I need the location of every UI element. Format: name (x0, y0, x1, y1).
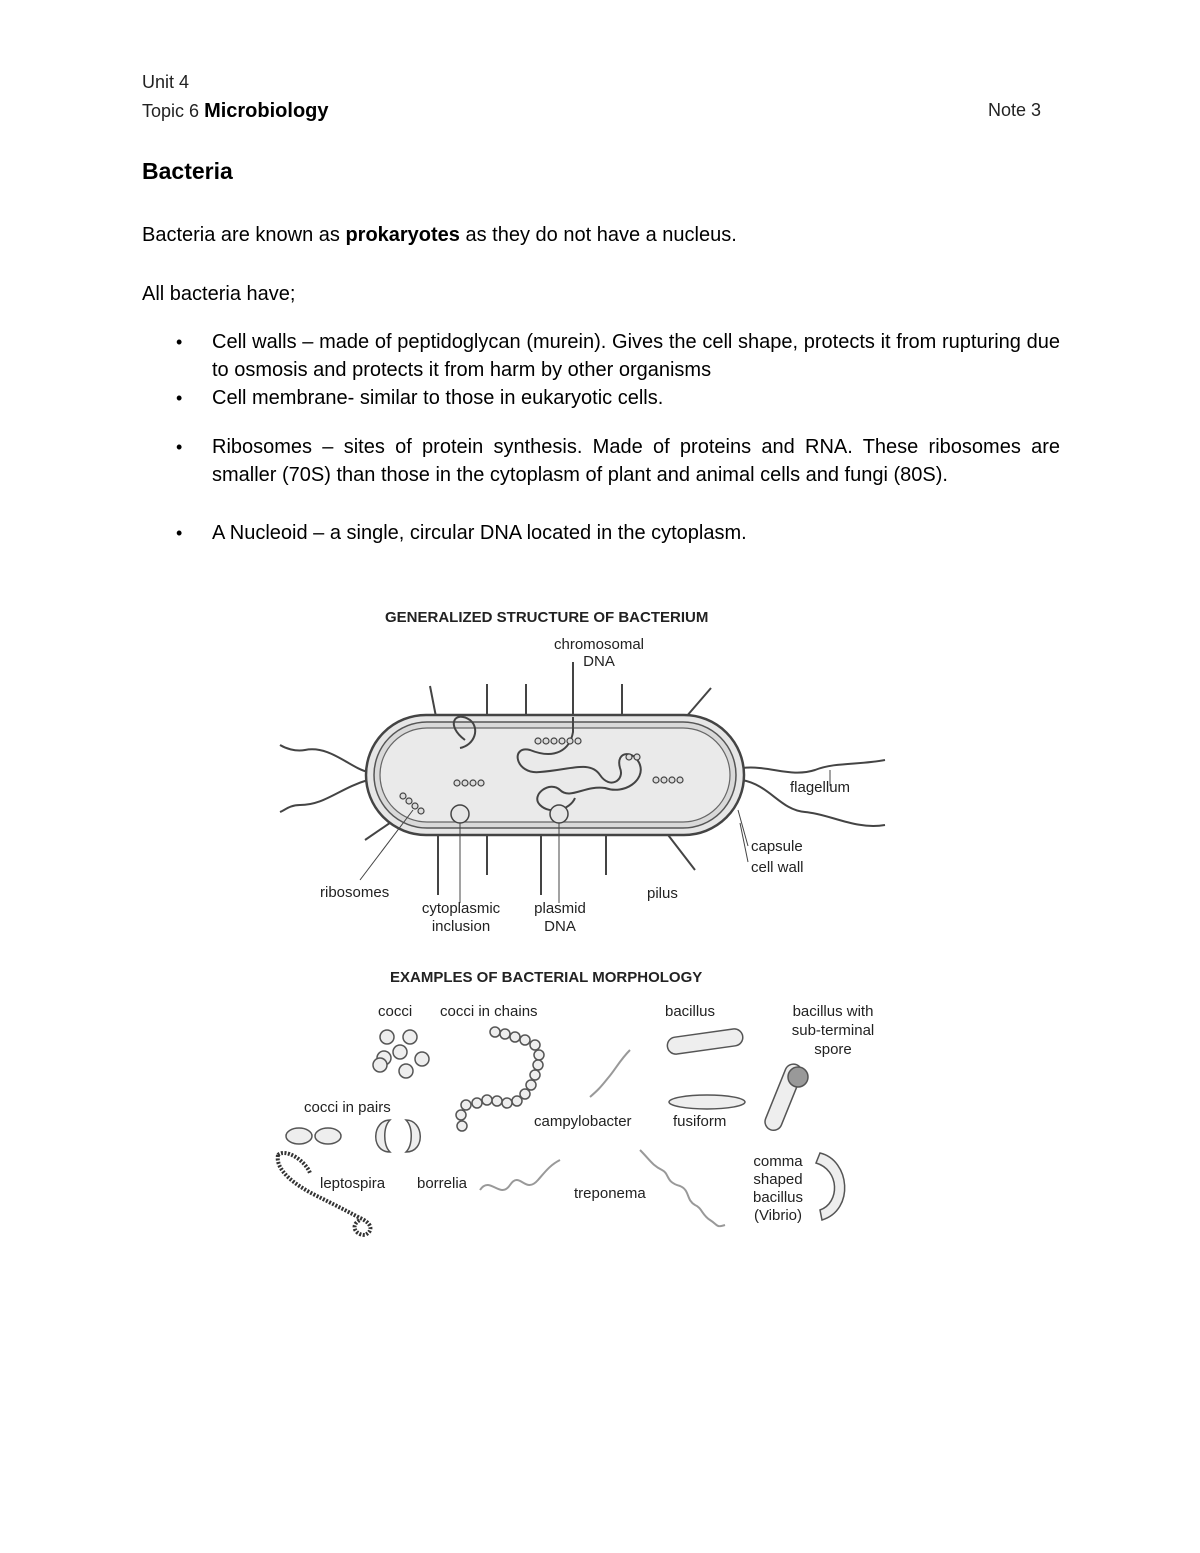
topic-prefix: Topic 6 (142, 101, 200, 121)
all-have-line: All bacteria have; (142, 283, 296, 305)
chain-coccus (482, 1095, 492, 1105)
label-campylobacter: campylobacter (534, 1113, 632, 1130)
coccus-shape (399, 1064, 413, 1078)
ribosome-dot (634, 754, 640, 760)
label-cytoplasmic: cytoplasmic (421, 900, 501, 917)
spore-shape (788, 1067, 808, 1087)
label-treponema: treponema (574, 1185, 646, 1202)
ribosome-dot (535, 738, 541, 744)
pilus-line (665, 831, 695, 870)
cytoplasmic-inclusion-shape (451, 805, 469, 823)
ribosome-dot (677, 777, 683, 783)
leptospira-shape (278, 1153, 310, 1173)
figure-title: GENERALIZED STRUCTURE OF BACTERIUM (385, 609, 709, 626)
ribosome-dot (661, 777, 667, 783)
label-leptospira: leptospira (320, 1175, 386, 1192)
borrelia-shape (480, 1160, 560, 1190)
label-cocci-pairs: cocci in pairs (304, 1099, 391, 1116)
bullet-item-nucleoid: • A Nucleoid – a single, circular DNA located in the cytoplasm. (142, 519, 1060, 547)
intro-bold: prokaryotes (345, 224, 460, 246)
coccus-shape (380, 1030, 394, 1044)
chain-coccus (530, 1040, 540, 1050)
label-comma-3: bacillus (752, 1189, 804, 1206)
ribosome-dot (406, 798, 412, 804)
chain-coccus (526, 1080, 536, 1090)
diplococcus-shape (406, 1120, 420, 1152)
ribosome-dot (567, 738, 573, 744)
label-dna: DNA (583, 653, 615, 670)
chain-coccus (520, 1035, 530, 1045)
label-bacillus-spore-3: spore (814, 1041, 852, 1058)
chain-coccus (530, 1070, 540, 1080)
bullet-item-ribosomes: • Ribosomes – sites of protein synthesis. Made of proteins and RNA. These ribosomes are smaller (70S) than those in the cytoplasm of plant and animal cells and fungi (80S). (142, 433, 1060, 489)
ribosome-dot (543, 738, 549, 744)
diplococcus-shape (315, 1128, 341, 1144)
label-comma-2: shaped (753, 1171, 803, 1188)
ribosome-dot (626, 754, 632, 760)
note-label: Note 3 (988, 100, 1042, 120)
chain-coccus (492, 1096, 502, 1106)
label-pilus: pilus (647, 885, 678, 902)
label-inclusion: inclusion (431, 918, 491, 935)
label-ribosomes: ribosomes (320, 884, 390, 901)
label-fusiform: fusiform (673, 1113, 727, 1130)
flagellum-line (280, 745, 368, 772)
chain-coccus (534, 1050, 544, 1060)
chain-coccus (457, 1121, 467, 1131)
chain-coccus (510, 1032, 520, 1042)
label-plasmid-dna: DNA (544, 918, 576, 935)
ribosome-dot (470, 780, 476, 786)
topic-title: Microbiology (204, 100, 329, 122)
chain-coccus (472, 1098, 482, 1108)
plasmid-dna-shape (550, 805, 568, 823)
flagellum-line (742, 760, 885, 773)
ribosome-dot (669, 777, 675, 783)
campylobacter-shape (590, 1050, 630, 1097)
intro-paragraph (142, 224, 737, 247)
label-plasmid: plasmid (534, 900, 586, 917)
fusiform-shape (669, 1095, 745, 1109)
bullet-item-cell-membrane: • Cell membrane- similar to those in eukaryotic cells. (142, 384, 1060, 412)
page-title: Bacteria (142, 158, 233, 184)
ribosome-dot (412, 803, 418, 809)
label-capsule: capsule (751, 838, 803, 855)
chain-coccus (461, 1100, 471, 1110)
leader-line (738, 810, 748, 846)
bullet-item-cell-walls: • Cell walls – made of peptidoglycan (murein). Gives the cell shape, protects it from rupturing due to osmosis and protects it from harm by other organisms (142, 328, 1060, 384)
coccus-shape (393, 1045, 407, 1059)
ribosome-dot (653, 777, 659, 783)
intro-after: as they do not have a nucleus. (459, 224, 737, 246)
ribosome-dot (559, 738, 565, 744)
diplococcus-shape (286, 1128, 312, 1144)
label-comma-1: comma (753, 1153, 803, 1170)
chain-coccus (512, 1096, 522, 1106)
label-chromosomal: chromosomal (553, 636, 645, 653)
ribosome-dot (478, 780, 484, 786)
label-borrelia: borrelia (417, 1175, 468, 1192)
label-cell-wall: cell wall (751, 859, 804, 876)
chain-coccus (500, 1029, 510, 1039)
label-bacillus: bacillus (665, 1003, 716, 1020)
coccus-shape (415, 1052, 429, 1066)
bullet-list (142, 328, 1060, 547)
treponema-shape (640, 1150, 725, 1226)
label-bacillus-spore-2: sub-terminal (791, 1022, 875, 1039)
chain-coccus (533, 1060, 543, 1070)
label-bacillus-spore-1: bacillus with (792, 1003, 874, 1020)
chain-coccus (502, 1098, 512, 1108)
leptospira-shape (278, 1155, 371, 1235)
label-comma-4: (Vibrio) (753, 1207, 803, 1224)
chain-coccus (490, 1027, 500, 1037)
topic-line (142, 100, 329, 123)
bacterium-figure (270, 600, 910, 1250)
flagellum-line (280, 780, 368, 812)
bacillus-shape (666, 1028, 744, 1055)
coccus-shape (373, 1058, 387, 1072)
label-cocci: cocci (378, 1003, 413, 1020)
ribosome-dot (462, 780, 468, 786)
intro-before: Bacteria are known as (142, 224, 346, 246)
ribosome-dot (551, 738, 557, 744)
ribosome-dot (575, 738, 581, 744)
ribosome-dot (418, 808, 424, 814)
unit-label: Unit 4 (142, 72, 190, 92)
chain-coccus (456, 1110, 466, 1120)
ribosome-dot (400, 793, 406, 799)
coccus-shape (403, 1030, 417, 1044)
diplococcus-shape (376, 1120, 390, 1152)
label-flagellum: flagellum (790, 779, 851, 796)
label-cocci-chains: cocci in chains (440, 1003, 538, 1020)
morph-title: EXAMPLES OF BACTERIAL MORPHOLOGY (390, 969, 703, 986)
ribosome-dot (454, 780, 460, 786)
vibrio-shape (816, 1153, 845, 1220)
pilus-line (686, 688, 711, 717)
